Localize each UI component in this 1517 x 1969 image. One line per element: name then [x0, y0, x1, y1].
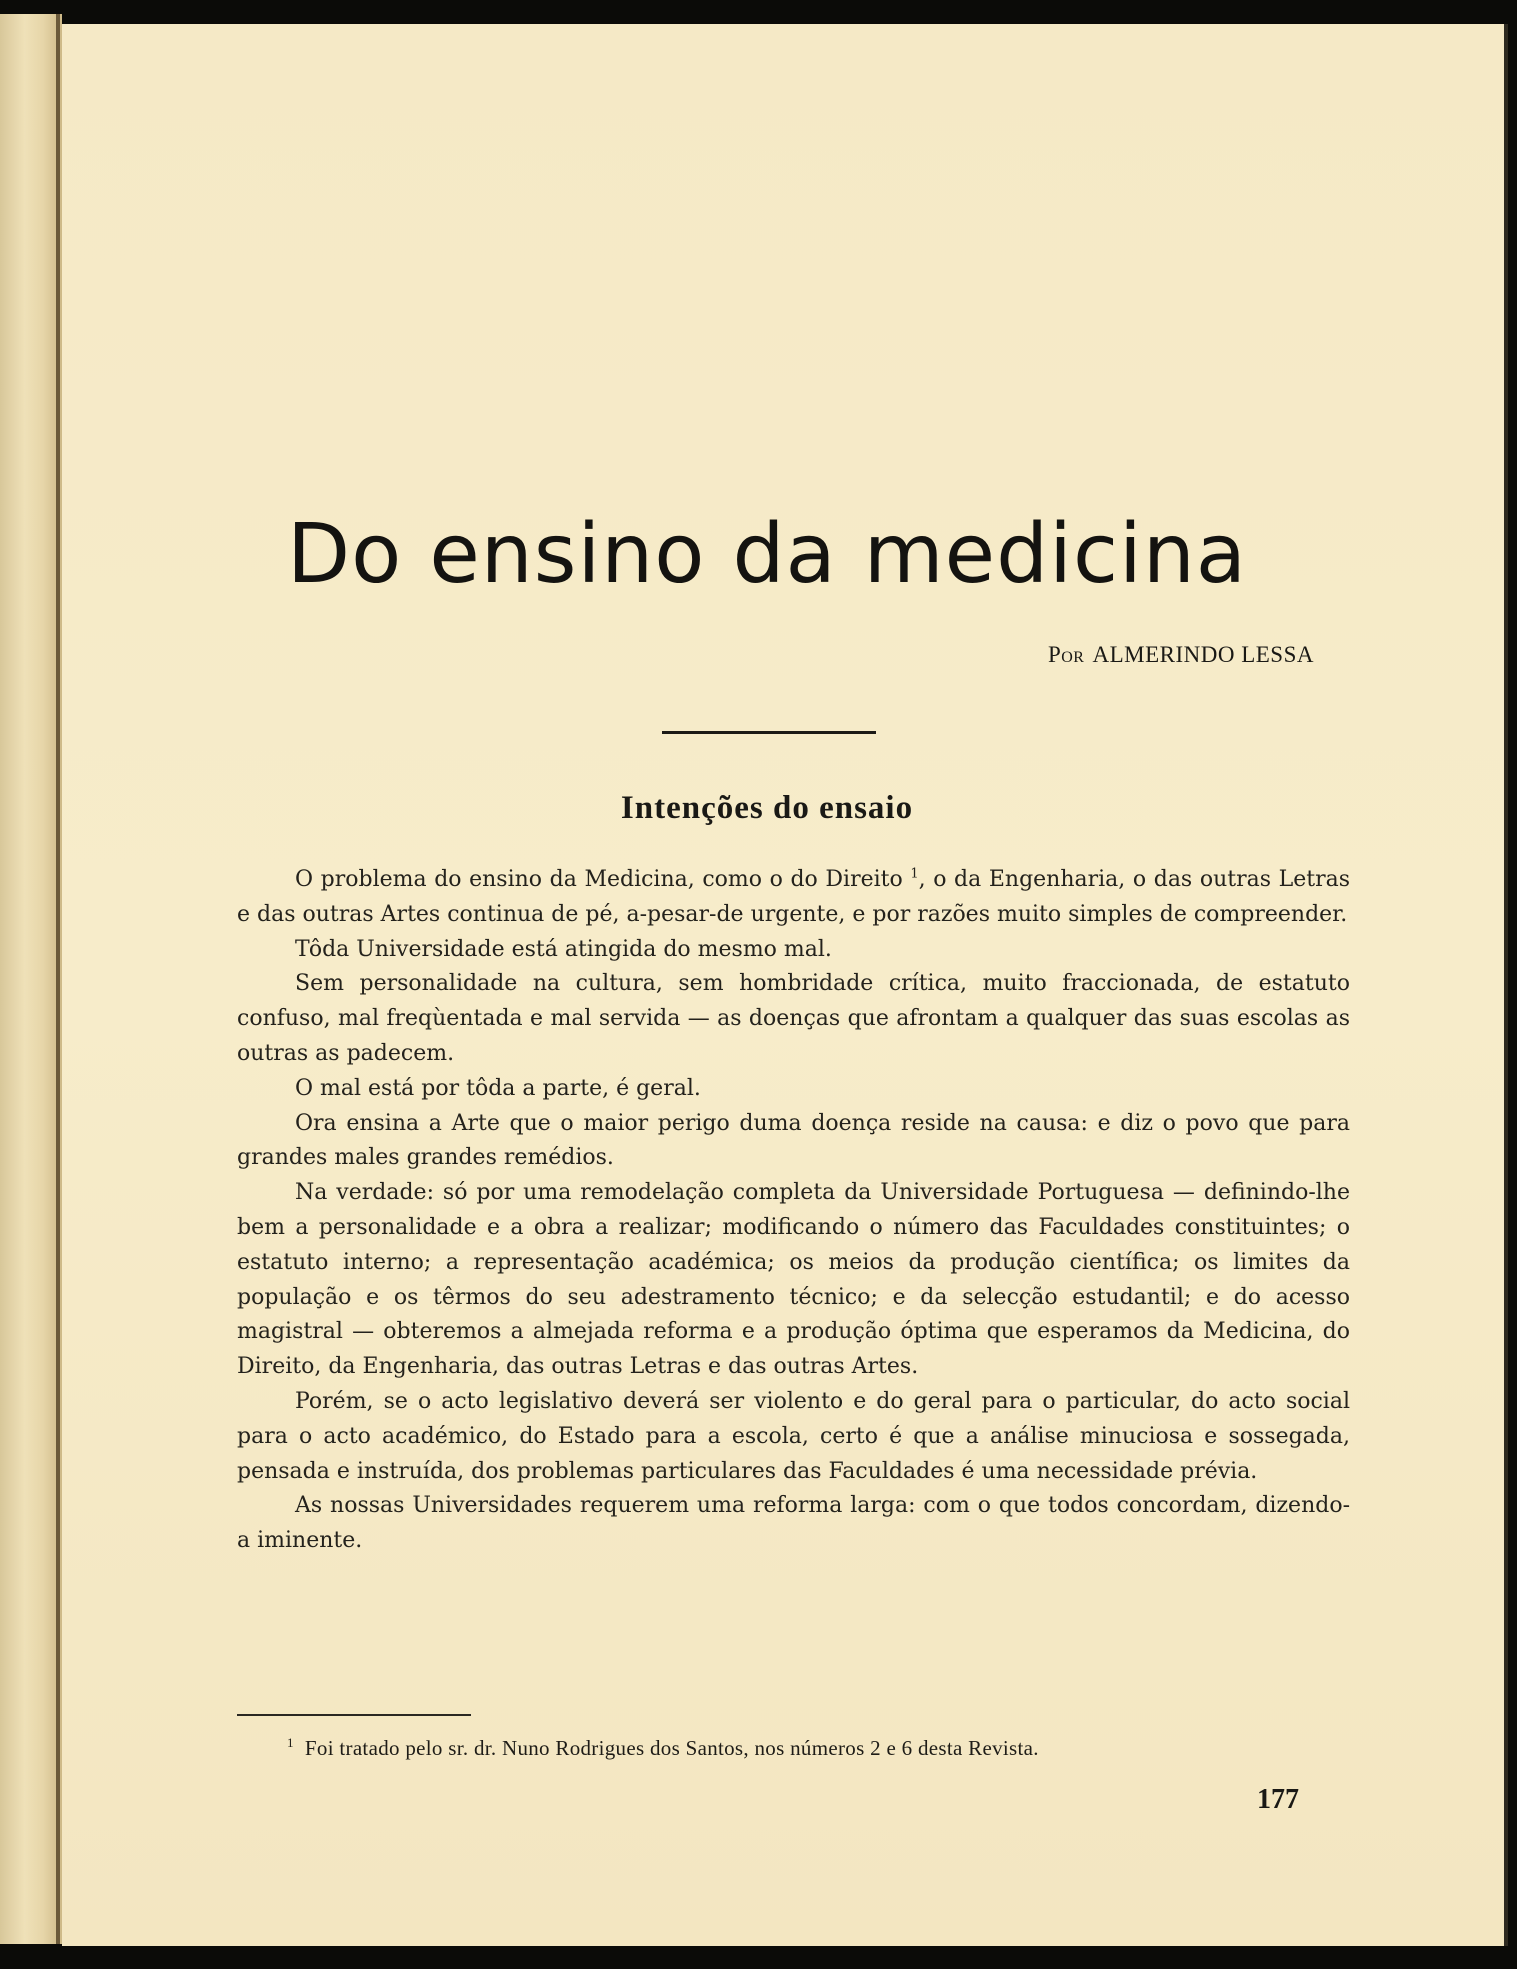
article-title: Do ensino da medicina — [286, 507, 1248, 602]
footnote-divider — [237, 1714, 471, 1716]
section-heading: Intenções do ensaio — [620, 790, 914, 826]
article-body — [237, 863, 1350, 1559]
footnote-mark: 1 — [287, 1735, 294, 1750]
page-sheet — [62, 24, 1508, 1946]
paragraph — [237, 863, 1350, 933]
author-name: ALMERINDO LESSA — [1092, 642, 1314, 667]
paragraph: O mal está por tôda a parte, é geral. — [295, 1075, 701, 1101]
paragraph-text: O problema do ensino da Medicina, como o do Direito — [295, 867, 911, 892]
footnote-text: Foi tratado pelo sr. dr. Nuno Rodrigues dos Santos, nos números 2 e 6 desta Revista. — [304, 1736, 1039, 1760]
gutter-shadow — [56, 14, 60, 1944]
book-spine-edge — [0, 14, 62, 1944]
paragraph: Porém, se o acto legislativo deverá ser violento e do geral para o particular, do acto social para o acto académico, do Estado para a escola, certo é que a análise minuciosa e sossegada, pensada e instruída, dos problemas particulares das Faculdades é uma necessidade prévia. — [237, 1388, 1350, 1484]
title-divider — [662, 731, 876, 734]
byline-prefix: Por — [1047, 642, 1085, 667]
paragraph: As nossas Universidades requerem uma reforma larga: com o que todos concordam, dizendo-a iminente. — [237, 1493, 1350, 1554]
footnote — [287, 1736, 1387, 1761]
paragraph-text: , o da Engenharia, o das outras Letras e das outras Artes continua de pé, a-pesar-de urgente, e por razões muito simples de compreender. — [237, 867, 1350, 927]
paragraph: Ora ensina a Arte que o maior perigo duma doença reside na causa: e diz o povo que para grandes males grandes remédios. — [237, 1110, 1350, 1171]
byline — [1048, 642, 1314, 668]
footnote-reference: 1 — [910, 866, 919, 882]
page-number: 177 — [1257, 1784, 1299, 1815]
paragraph: Sem personalidade na cultura, sem hombridade crítica, muito fraccionada, de estatuto confuso, mal freqùentada e mal servida — as doenças que afrontam a qualquer das suas escolas as outras as padecem. — [237, 971, 1350, 1066]
paragraph: Na verdade: só por uma remodelação completa da Universidade Portuguesa — definindo-lhe bem a personalidade e a obra a realizar; modificando o número das Faculdades constituintes; o estatuto interno; a representação académica; os meios da produção científica; os limites da população e os têrmos do seu adestramento técnico; e da selecção estudantil; e do acesso magistral — obteremos a almejada reforma e a produção óptima que esperamos da Medicina, do Direito, da Engenharia, das outras Letras e das outras Artes. — [237, 1180, 1350, 1380]
paragraph: Tôda Universidade está atingida do mesmo mal. — [295, 936, 832, 962]
